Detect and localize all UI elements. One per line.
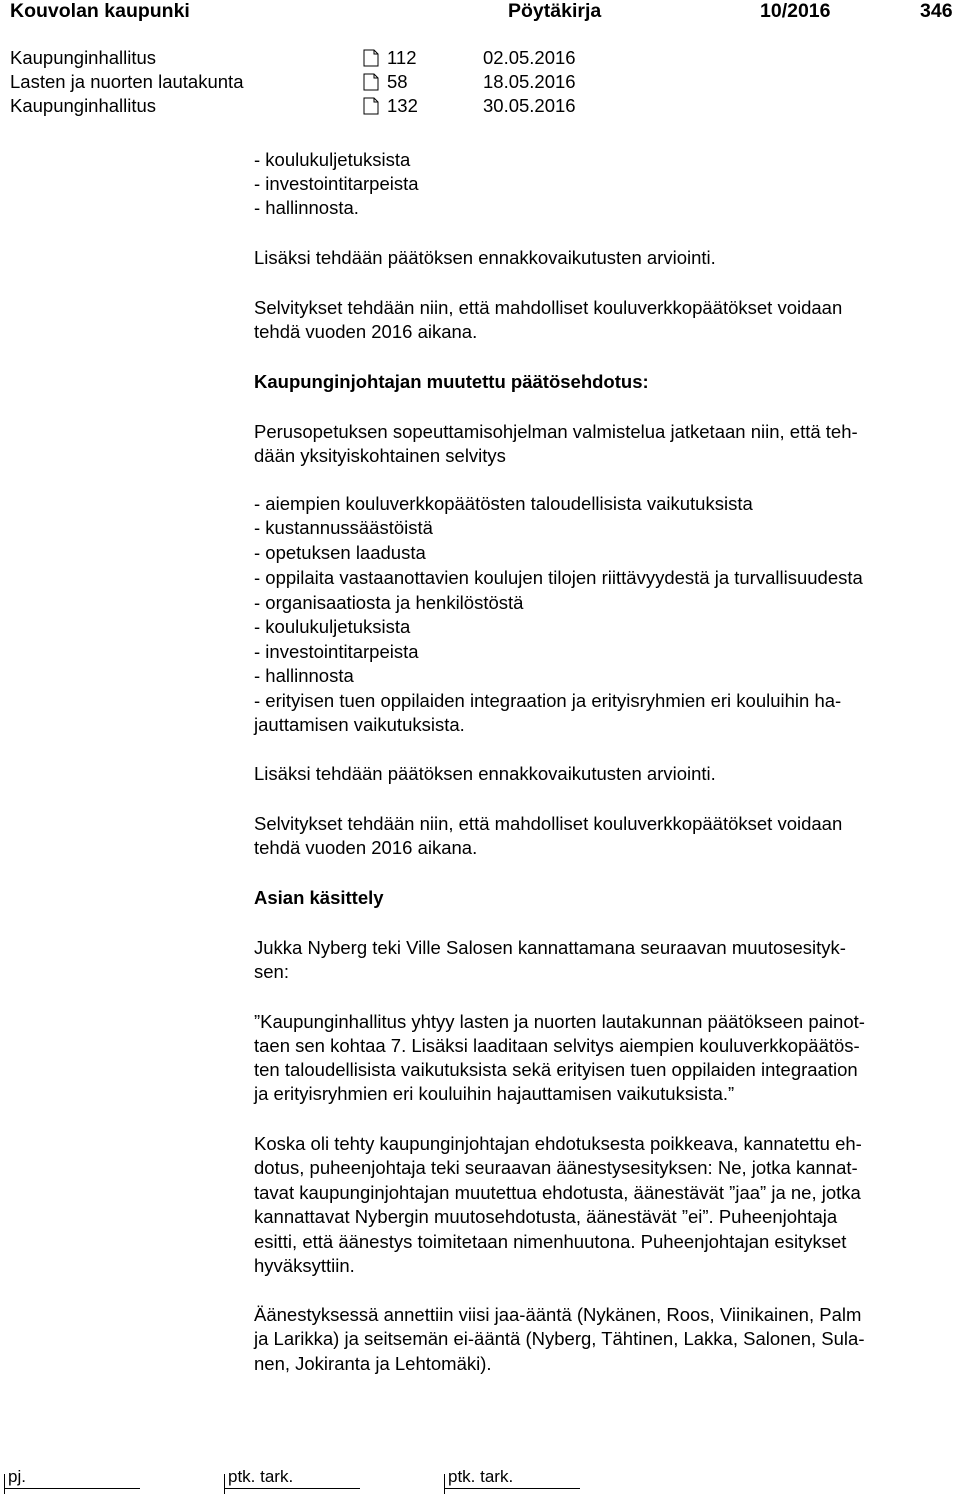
- proposal-heading: Kaupunginjohtajan muutettu päätösehdotus:: [254, 371, 649, 392]
- document-header: [0, 0, 960, 26]
- paragraph-line: Äänestyksessä annettiin viisi jaa-ääntä (Nykänen, Roos, Viinikainen, Palm: [254, 1304, 862, 1325]
- list-item: - hallinnosta.: [254, 197, 359, 218]
- paragraph-line: hyväksyttiin.: [254, 1255, 355, 1276]
- meeting-number: 58: [387, 71, 408, 92]
- list-item: - erityisen tuen oppilaiden integraation ja erityisryhmien eri kouluihin ha-: [254, 690, 842, 711]
- paragraph-line: ten taloudellisista vaikutuksista sekä erityisen tuen oppilaiden integraation: [254, 1059, 858, 1080]
- paragraph-line: dään yksityiskohtainen selvitys: [254, 445, 506, 466]
- footer-field-inspector: ptk. tark.: [228, 1467, 294, 1486]
- signature-footer: [0, 1466, 960, 1494]
- document-note-icon: [363, 49, 379, 67]
- field-divider: [4, 1474, 5, 1494]
- footer-field-chair: pj.: [8, 1467, 26, 1486]
- list-item: - oppilaita vastaanottavien koulujen tilojen riittävyydestä ja turvallisuudesta: [254, 567, 863, 588]
- organization-name: Kouvolan kaupunki: [10, 0, 190, 22]
- list-item: - koulukuljetuksista: [254, 149, 411, 170]
- list-item: - investointitarpeista: [254, 173, 419, 194]
- meeting-number: 132: [387, 95, 418, 116]
- list-item: - investointitarpeista: [254, 641, 419, 662]
- meeting-date: 30.05.2016: [483, 95, 576, 116]
- paragraph-line: taen sen kohtaa 7. Lisäksi laaditaan selvitys aiempien kouluverkkopäätös-: [254, 1035, 860, 1056]
- meeting-body: Lasten ja nuorten lautakunta: [10, 71, 244, 92]
- meeting-date: 02.05.2016: [483, 47, 576, 68]
- paragraph-line: tehdä vuoden 2016 aikana.: [254, 837, 478, 858]
- page-number: 346: [920, 0, 953, 22]
- paragraph-line: Jukka Nyberg teki Ville Salosen kannattamana seuraavan muutosesityk-: [254, 937, 846, 958]
- meeting-date: 18.05.2016: [483, 71, 576, 92]
- handling-heading: Asian käsittely: [254, 887, 384, 908]
- paragraph-line: esitti, että äänestys toimitetaan nimenhuutona. Puheenjohtajan esitykset: [254, 1231, 847, 1252]
- signature-line: [224, 1488, 360, 1489]
- field-divider: [444, 1474, 445, 1494]
- signature-line: [444, 1488, 580, 1489]
- footer-field-inspector: ptk. tark.: [448, 1467, 514, 1486]
- field-divider: [224, 1474, 225, 1494]
- paragraph-line: Selvitykset tehdään niin, että mahdolliset kouluverkkopäätökset voidaan: [254, 297, 843, 318]
- document-note-icon: [363, 97, 379, 115]
- document-note-icon: [363, 73, 379, 91]
- list-item: - aiempien kouluverkkopäätösten taloudellisista vaikutuksista: [254, 493, 753, 514]
- meeting-row: [10, 46, 670, 70]
- signature-line: [4, 1488, 140, 1489]
- paragraph-line: ja erityisryhmien eri kouluihin hajauttamisen vaikutuksista.”: [254, 1083, 735, 1104]
- paragraph-line: sen:: [254, 961, 289, 982]
- list-item: - organisaatiosta ja henkilöstöstä: [254, 592, 524, 613]
- issue-number: 10/2016: [760, 0, 831, 22]
- assessment-paragraph: Lisäksi tehdään päätöksen ennakkovaikutusten arviointi.: [254, 763, 716, 784]
- assessment-paragraph: Lisäksi tehdään päätöksen ennakkovaikutusten arviointi.: [254, 247, 716, 268]
- list-item: jauttamisen vaikutuksista.: [254, 714, 465, 735]
- paragraph-line: Selvitykset tehdään niin, että mahdolliset kouluverkkopäätökset voidaan: [254, 813, 843, 834]
- list-item: - opetuksen laadusta: [254, 542, 426, 563]
- meeting-body: Kaupunginhallitus: [10, 95, 157, 116]
- paragraph-line: kannattavat Nybergin muutosehdotusta, äänestävät ”ei”. Puheenjohtaja: [254, 1206, 838, 1227]
- paragraph-line: ja Larikka) ja seitsemän ei-ääntä (Nyberg, Tähtinen, Lakka, Salonen, Sula-: [254, 1328, 865, 1349]
- list-item: - hallinnosta: [254, 665, 354, 686]
- paragraph-line: Perusopetuksen sopeuttamisohjelman valmistelua jatketaan niin, että teh-: [254, 421, 858, 442]
- document-type: Pöytäkirja: [508, 0, 602, 22]
- paragraph-line: tehdä vuoden 2016 aikana.: [254, 321, 478, 342]
- list-item: - kustannussäästöistä: [254, 517, 433, 538]
- meeting-body: Kaupunginhallitus: [10, 47, 157, 68]
- paragraph-line: ”Kaupunginhallitus yhtyy lasten ja nuorten lautakunnan päätökseen painot-: [254, 1011, 865, 1032]
- paragraph-line: Koska oli tehty kaupunginjohtajan ehdotuksesta poikkeava, kannatettu eh-: [254, 1133, 862, 1154]
- meeting-row: [10, 70, 670, 94]
- paragraph-line: nen, Jokiranta ja Lehtomäki).: [254, 1353, 492, 1374]
- list-item: - koulukuljetuksista: [254, 616, 411, 637]
- meeting-number: 112: [387, 47, 417, 68]
- paragraph-line: dotus, puheenjohtaja teki seuraavan äänestysesityksen: Ne, jotka kannat-: [254, 1157, 858, 1178]
- meeting-row: [10, 94, 670, 118]
- paragraph-line: tavat kaupunginjohtajan muutettua ehdotusta, äänestävät ”jaa” ja ne, jotka: [254, 1182, 861, 1203]
